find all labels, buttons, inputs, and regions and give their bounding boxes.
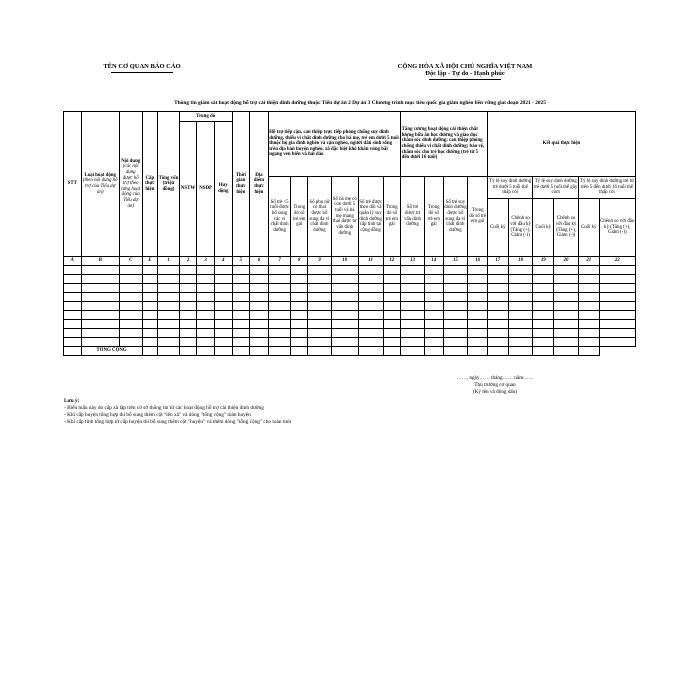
col-7: Số trẻ <5 tuổi được bổ sung các vi chất dinh dưỡng: [268, 177, 291, 257]
index-cell: 10: [331, 257, 358, 266]
sign-note: (Ký tên và đóng dấu): [472, 388, 518, 395]
col-cap-thuc-hien: Cấp thực hiện: [142, 112, 158, 257]
col-kq-thap-coi: Tỷ lệ suy dinh dưỡng trẻ dưới 5 tuổi thể thấp còi: [487, 177, 532, 199]
total-row: [64, 347, 636, 356]
index-cell: 7: [268, 257, 291, 266]
col-12: Trong đó số trẻ em gái: [383, 177, 401, 257]
note-item: - Khi cấp huyện tổng hợp thì bổ sung thêm cột "tên xã" và dòng "tổng cộng" toàn huyện: [64, 412, 251, 419]
col-11: Số trẻ được theo dõi và quản lý suy dinh dưỡng cấp tính tại cộng đồng: [358, 177, 383, 257]
motto-underline: [429, 79, 501, 80]
col-19: Cuối kỳ: [533, 199, 554, 257]
group-bua-an-hoc-duong: Tăng cường hoạt động cải thiện chất lượng bữa ăn học đường và giáo dục chăm sóc dinh dưỡng; can thiệp phòng chống thiếu vi chất dinh dưỡng; bảo vệ, chăm sóc cho trẻ học đường (trẻ từ 5 đến dưới 16 tuổi): [401, 112, 488, 177]
col-dia-diem: Địa điểm thực hiện: [250, 112, 269, 257]
col-8: Trong đó số trẻ em gái: [291, 177, 308, 257]
index-cell: 3: [197, 257, 215, 266]
col-ket-qua: Kết quả thực hiện: [487, 112, 635, 177]
col-nstw: NSTW: [179, 122, 197, 257]
table-row: [64, 275, 636, 284]
note-item: - Khi cấp tỉnh tổng hợp từ cấp huyện thì bổ sung thêm cột "huyện" và thêm dòng "tổng cộng" cho toàn tỉnh: [64, 419, 292, 426]
monitoring-table: [63, 111, 636, 356]
col-huy-dong: Huy động: [214, 122, 232, 257]
index-cell: A: [64, 257, 82, 266]
sign-title: Thủ trưởng cơ quan: [474, 381, 516, 388]
report-agency: [92, 63, 192, 73]
col-18: Chênh so với đầu kỳ (Tăng (+), Giảm (-)): [508, 199, 533, 257]
group-ho-tro-can-thiep: Hỗ trợ tiếp cận, can thiệp trực tiếp phòng chống suy dinh dưỡng, thiếu vi chất dinh dưỡng cho bà mẹ, trẻ em dưới 5 tuổi thuộc hộ gia đình nghèo và cận nghèo, người dân sinh sống trên địa bàn huyện nghèo, xã đặc biệt khó khăn vùng bãi ngang ven biển và hải đảo: [268, 112, 400, 177]
table-row: [64, 284, 636, 293]
index-cell: 2: [179, 257, 197, 266]
col-14: Trong đó số trẻ em gái: [424, 177, 443, 257]
index-cell: 17: [487, 257, 508, 266]
index-cell: 16: [468, 257, 488, 266]
col-trong-do: Trong đó: [179, 112, 232, 122]
col-16: Trong đó số trẻ em gái: [468, 177, 488, 257]
total-label: TỔNG CỘNG: [81, 347, 142, 356]
col-9: Số phụ nữ có thai được bổ sung đa vi chất dinh dưỡng: [308, 177, 332, 257]
col-nsdp: NSĐP: [197, 122, 215, 257]
table-row: [64, 320, 636, 329]
table-row: [64, 311, 636, 320]
col-17: Cuối kỳ: [487, 199, 508, 257]
table-row: [64, 293, 636, 302]
col-13: Số trẻ được tư vấn dinh dưỡng: [401, 177, 425, 257]
col-15: Số trẻ suy dinh dưỡng được bổ sung đa vi chất dinh dưỡng: [443, 177, 468, 257]
col-21: Cuối kỳ: [578, 199, 599, 257]
index-cell: B: [81, 257, 119, 266]
sign-date: ……, ngày…… tháng…… năm……: [456, 375, 534, 381]
table-row: [64, 302, 636, 311]
col-tong-von: Tổng vốn (triệu đồng): [158, 112, 180, 257]
col-kq-thap-coi-5-16: Tỷ lệ suy dinh dưỡng trẻ từ trên 5 đến dưới 16 tuổi thể thấp còi: [578, 177, 635, 199]
col-stt: STT: [64, 112, 82, 257]
index-cell: 19: [533, 257, 554, 266]
index-cell: 20: [554, 257, 579, 266]
notes-title: Lưu ý:: [64, 398, 80, 404]
motto: Độc lập - Tự do - Hạnh phúc: [425, 70, 505, 77]
column-index-row: [64, 257, 636, 266]
report-title: Thông tin giám sát hoạt động hỗ trợ cải thiện dinh dưỡng thuộc Tiểu dự án 2 Dự án 3 Chương trình mục tiêu quốc gia giảm nghèo bền vững giai đoạn 2021 - 2025: [174, 100, 546, 106]
table-row: [64, 266, 636, 275]
agency-name: TÊN CƠ QUAN BÁO CÁO: [103, 63, 181, 70]
index-cell: 15: [443, 257, 468, 266]
index-cell: 12: [383, 257, 401, 266]
index-cell: 1: [158, 257, 180, 266]
col-kq-gay-com: Tỷ lệ suy dinh dưỡng trẻ dưới 5 tuổi thể gầy còm: [533, 177, 578, 199]
agency-underline: [111, 72, 173, 73]
col-20: Chênh so với đầu kỳ (Tăng (+), Giảm (-)): [554, 199, 579, 257]
national-header: [380, 63, 550, 80]
country-name: CỘNG HÒA XÃ HỘI CHỦ NGHĨA VIỆT NAM: [397, 63, 533, 70]
col-22: Chênh so với đầu kỳ (Tăng (+), Giảm (-)): [599, 199, 635, 257]
index-cell: 13: [401, 257, 425, 266]
index-cell: C: [119, 257, 142, 266]
index-cell: 18: [508, 257, 533, 266]
index-cell: 21: [578, 257, 599, 266]
index-cell: 8: [291, 257, 308, 266]
signature-block: [440, 375, 550, 395]
index-cell: 14: [424, 257, 443, 266]
index-cell: 5: [232, 257, 250, 266]
note-item: - Biểu mẫu này do cấp xã lập trên cơ sở thông tin từ các hoạt động hỗ trợ cải thiện dinh dưỡng: [64, 405, 264, 412]
index-cell: 11: [358, 257, 383, 266]
notes-section: [64, 398, 484, 427]
table-row: [64, 329, 636, 338]
col-noi-dung: Nội dung (các nội dung được hỗ trợ theo từng hoạt động của Tiểu dự án): [119, 112, 142, 257]
index-cell: 9: [308, 257, 332, 266]
col-10: Số bà mẹ có con dưới 5 tuổi và bà mẹ mang thai được tư vấn dinh dưỡng: [331, 177, 358, 257]
index-cell: 22: [599, 257, 635, 266]
col-loai-hoat-dong: Loại hoạt động (theo nội dung hỗ trợ của Tiểu dự án): [81, 112, 119, 257]
col-thoi-gian: Thời gian thực hiện: [232, 112, 250, 257]
table-row: [64, 338, 636, 347]
index-cell: 6: [250, 257, 269, 266]
index-cell: E: [142, 257, 158, 266]
index-cell: 4: [214, 257, 232, 266]
